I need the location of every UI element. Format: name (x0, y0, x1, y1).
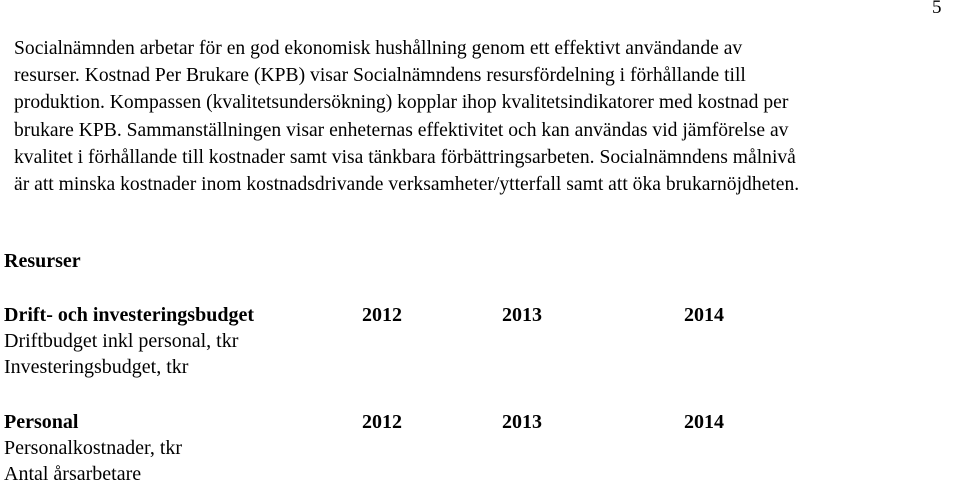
table-header-row (4, 409, 944, 435)
table-row (4, 435, 944, 461)
row-label: Personalkostnader, tkr (4, 437, 183, 459)
table-row (4, 354, 944, 380)
table-header-label: Personal (4, 411, 79, 433)
personnel-table (4, 409, 944, 487)
table-header-label: Drift- och investeringsbudget (4, 304, 254, 326)
table-header-year: 2012 (362, 304, 402, 326)
intro-line: brukare KPB. Sammanställningen visar enheternas effektivitet och kan användas vid jämförelse av (14, 119, 789, 141)
intro-line: Socialnämnden arbetar för en god ekonomisk hushållning genom ett effektivt användande av (14, 38, 743, 59)
intro-line: är att minska kostnader inom kostnadsdrivande verksamheter/ytterfall samt att öka brukarnöjdheten. (14, 174, 800, 196)
table-row (4, 461, 944, 487)
intro-paragraph (14, 35, 960, 198)
table-row (4, 328, 944, 354)
section-heading-resurser: Resurser (4, 250, 81, 272)
intro-line: kvalitet i förhållande till kostnader samt visa tänkbara förbättringsarbeten. Socialnämndens målnivå (14, 146, 796, 168)
table-header-year: 2014 (684, 304, 724, 326)
row-label: Driftbudget inkl personal, tkr (4, 330, 239, 352)
page-number: 5 (932, 0, 942, 18)
table-header-year: 2013 (502, 411, 542, 433)
table-header-row (4, 302, 944, 328)
intro-line: produktion. Kompassen (kvalitetsundersökning) kopplar ihop kvalitetsindikatorer med kostnad per (14, 92, 789, 114)
drift-investment-budget-table (4, 302, 944, 380)
table-header-year: 2013 (502, 304, 542, 326)
intro-line: resurser. Kostnad Per Brukare (KPB) visar Socialnämndens resursfördelning i förhållande till (14, 65, 746, 87)
table-header-year: 2014 (684, 411, 724, 433)
table-header-year: 2012 (362, 411, 402, 433)
row-label: Investeringsbudget, tkr (4, 356, 189, 378)
row-label: Antal årsarbetare (4, 463, 142, 485)
